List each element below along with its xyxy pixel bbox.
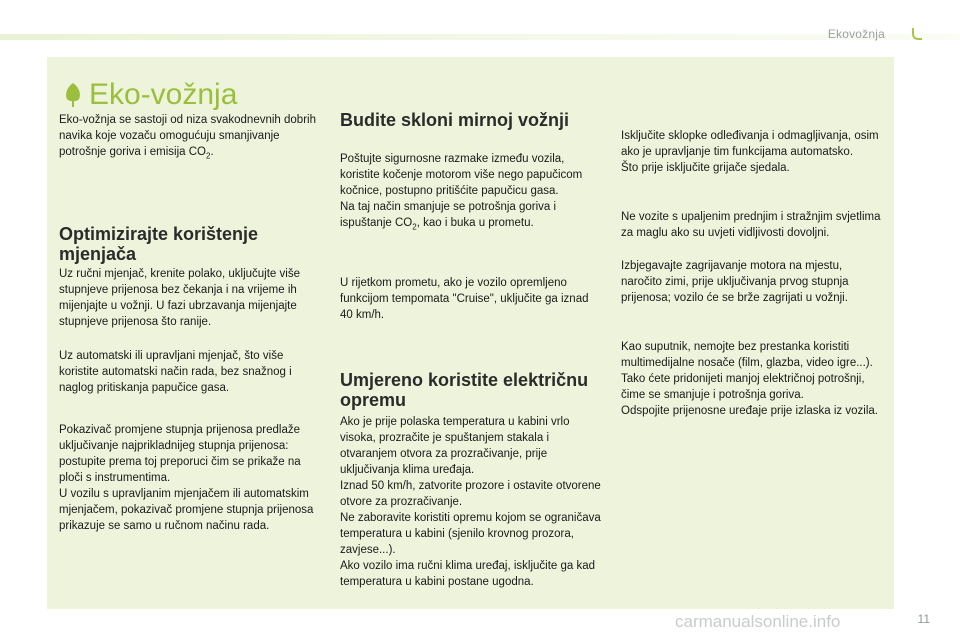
smooth-paragraph-cruise: U rijetkom prometu, ako je vozilo opremljeno funkcijom tempomata "Cruise", uključite ga iznad 40 km/h.: [340, 277, 589, 322]
smooth-paragraph-emissions: Na taj način smanjuje se potrošnja goriva i ispuštanje $CO_2$, kao i buka u prometu.: [340, 201, 557, 232]
gear-paragraph-indicator: Pokazivač promjene stupnja prijenosa predlaže uključivanje najprikladnijeg stupnja prijenosa: postupite prema toj preporuci čim se prikaže na ploči s instrumentima.: [59, 424, 301, 484]
smooth-section: [340, 110, 604, 323]
right-paragraph-multimedia: Kao suputnik, nemojte bez prestanka koristiti multimedijalne nosače (film, glazba, video igre...). Tako ćete pridonijeti manjoj električnoj potrošnji, čime se smanjuje i potrošnja goriva.: [621, 341, 873, 401]
intro-text: Eko-vožnja se sastoji od niza svakodnevnih dobrih navika koje vozaču omogućuju smanjivanje potrošnje goriva i emisija $CO_2$.: [59, 114, 316, 161]
smooth-heading: Budite skloni mirnoj vožnji: [340, 110, 570, 130]
right-paragraph-seats: Što prije isključite grijače sjedala.: [621, 162, 790, 174]
header-band: [0, 34, 960, 40]
electric-line-3: Ne zaboravite koristiti opremu kojom se ograničava temperatura u kabini (sjenilo krovnog prozora, zavjese...).: [340, 512, 601, 556]
gear-paragraph-auto: Uz automatski ili upravljani mjenjač, što više koristite automatski način rada, bez snažnog i naglog pritiskanja papučice gasa.: [59, 350, 292, 394]
right-column: [621, 128, 883, 419]
right-paragraph-unplug: Odspojite prijenosne uređaje prije izlaska iz vozila.: [621, 405, 878, 417]
gear-paragraph-manual: Uz ručni mjenjač, krenite polako, uključujte više stupnjeve prijenosa bez čekanja i na vrijeme ih mijenjajte u vožnji. U fazi ubrzavanja mijenjajte stupnjeve prijenosa što ranije.: [59, 268, 300, 328]
smooth-paragraph-distance: Poštujte sigurnosne razmake između vozila, koristite kočenje motorom više nego papučicom kočnice, postupno pritišćite papučicu gasa.: [340, 153, 583, 197]
electric-section: [340, 370, 604, 590]
electric-line-4: Ako vozilo ima ručni klima uređaj, isključite ga kad temperatura u kabini postane ugodna.: [340, 560, 596, 588]
gear-paragraph-indicator-note: U vozilu s upravljanim mjenjačem ili automatskim mjenjačem, pokazivač promjene stupnja prijenosa prikazuje se samo u ručnom načinu rada.: [59, 488, 314, 532]
leaf-icon: [63, 82, 83, 108]
gear-heading: Optimizirajte korištenje mjenjača: [59, 224, 259, 264]
electric-heading: Umjereno koristite električnu opremu: [340, 370, 589, 410]
watermark: carmanualsonline.info: [675, 612, 841, 631]
page-number: 11: [917, 612, 930, 626]
corner-mark-icon: [912, 28, 922, 40]
right-paragraph-defrost: Isključite sklopke odleđivanja i odmagljivanja, osim ako je upravljanje tim funkcijama automatsko.: [621, 130, 879, 158]
section-title: Ekovožnja: [827, 27, 885, 41]
electric-line-1: Ako je prije polaska temperatura u kabini vrlo visoka, prozračite je spuštanjem stakala i otvaranjem otvora za prozračivanje, prije uključivanja klima uređaja.: [340, 416, 570, 476]
right-paragraph-warmup: Izbjegavajte zagrijavanje motora na mjestu, naročito zimi, prije uključivanja prvog stupnja prijenosa; vozilo će se brže zagrijati u vožnji.: [621, 260, 849, 304]
gear-section: [59, 224, 321, 534]
page-title: Eko-vožnja: [89, 78, 238, 111]
title-block: [63, 78, 237, 112]
right-paragraph-fog: Ne vozite s upaljenim prednjim i stražnjim svjetlima za maglu ako su uvjeti vidljivosti dovoljni.: [621, 211, 881, 239]
electric-line-2: Iznad 50 km/h, zatvorite prozore i ostavite otvorene otvore za prozračivanje.: [340, 480, 601, 508]
